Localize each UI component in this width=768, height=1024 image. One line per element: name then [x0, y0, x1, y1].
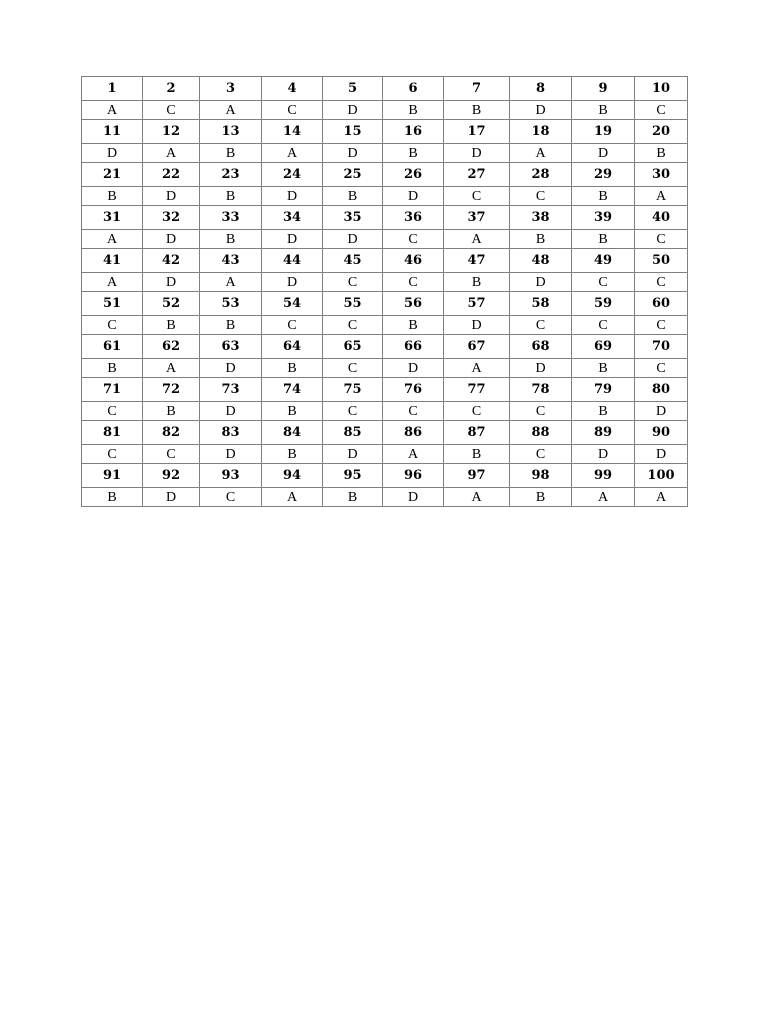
question-number-cell: 84: [262, 421, 323, 445]
question-number-cell: 20: [635, 120, 688, 144]
answer-cell: C: [635, 316, 688, 335]
answer-cell: A: [383, 445, 444, 464]
answer-row: [82, 101, 688, 120]
answer-cell: B: [383, 144, 444, 163]
question-number-row: [82, 464, 688, 488]
answer-cell: B: [572, 402, 635, 421]
answer-cell: D: [572, 144, 635, 163]
question-number-cell: 89: [572, 421, 635, 445]
question-number-cell: 31: [82, 206, 143, 230]
answer-row: [82, 445, 688, 464]
answer-cell: D: [323, 445, 383, 464]
answer-cell: B: [444, 445, 510, 464]
question-number-cell: 5: [323, 77, 383, 101]
answer-cell: C: [510, 187, 572, 206]
answer-cell: C: [143, 101, 200, 120]
answer-row: [82, 488, 688, 507]
question-number-cell: 10: [635, 77, 688, 101]
question-number-cell: 73: [200, 378, 262, 402]
question-number-cell: 13: [200, 120, 262, 144]
answer-key-table: [81, 76, 688, 507]
question-number-cell: 46: [383, 249, 444, 273]
question-number-cell: 60: [635, 292, 688, 316]
answer-cell: C: [635, 101, 688, 120]
answer-cell: B: [383, 101, 444, 120]
answer-cell: B: [323, 187, 383, 206]
question-number-cell: 41: [82, 249, 143, 273]
answer-cell: C: [383, 230, 444, 249]
question-number-cell: 40: [635, 206, 688, 230]
answer-cell: D: [510, 359, 572, 378]
answer-cell: C: [262, 101, 323, 120]
question-number-cell: 47: [444, 249, 510, 273]
answer-cell: B: [572, 230, 635, 249]
question-number-cell: 27: [444, 163, 510, 187]
answer-cell: B: [510, 488, 572, 507]
answer-cell: C: [572, 273, 635, 292]
answer-cell: A: [635, 488, 688, 507]
answer-cell: A: [200, 101, 262, 120]
answer-cell: C: [383, 273, 444, 292]
answer-row: [82, 359, 688, 378]
answer-cell: B: [262, 402, 323, 421]
answer-cell: B: [444, 273, 510, 292]
question-number-cell: 81: [82, 421, 143, 445]
question-number-cell: 98: [510, 464, 572, 488]
question-number-cell: 49: [572, 249, 635, 273]
answer-cell: B: [572, 101, 635, 120]
question-number-cell: 65: [323, 335, 383, 359]
answer-cell: D: [143, 187, 200, 206]
question-number-cell: 9: [572, 77, 635, 101]
answer-cell: C: [383, 402, 444, 421]
answer-cell: C: [444, 187, 510, 206]
answer-cell: C: [323, 316, 383, 335]
question-number-cell: 72: [143, 378, 200, 402]
question-number-row: [82, 120, 688, 144]
answer-cell: A: [143, 359, 200, 378]
question-number-cell: 35: [323, 206, 383, 230]
question-number-cell: 86: [383, 421, 444, 445]
question-number-cell: 70: [635, 335, 688, 359]
question-number-row: [82, 378, 688, 402]
answer-cell: A: [200, 273, 262, 292]
answer-cell: C: [635, 230, 688, 249]
answer-cell: D: [262, 230, 323, 249]
question-number-cell: 16: [383, 120, 444, 144]
question-number-cell: 93: [200, 464, 262, 488]
answer-cell: D: [82, 144, 143, 163]
answer-cell: D: [143, 273, 200, 292]
answer-cell: C: [323, 273, 383, 292]
answer-cell: A: [444, 359, 510, 378]
question-number-row: [82, 206, 688, 230]
answer-cell: B: [635, 144, 688, 163]
answer-cell: C: [635, 359, 688, 378]
answer-cell: B: [82, 187, 143, 206]
answer-cell: A: [635, 187, 688, 206]
question-number-cell: 67: [444, 335, 510, 359]
answer-cell: D: [143, 488, 200, 507]
question-number-cell: 36: [383, 206, 444, 230]
answer-cell: C: [82, 445, 143, 464]
question-number-cell: 29: [572, 163, 635, 187]
answer-cell: B: [82, 488, 143, 507]
answer-row: [82, 402, 688, 421]
answer-cell: A: [444, 230, 510, 249]
question-number-cell: 77: [444, 378, 510, 402]
answer-cell: C: [510, 402, 572, 421]
answer-cell: B: [143, 316, 200, 335]
answer-row: [82, 187, 688, 206]
answer-cell: B: [510, 230, 572, 249]
question-number-cell: 56: [383, 292, 444, 316]
answer-cell: D: [200, 359, 262, 378]
question-number-row: [82, 292, 688, 316]
answer-cell: B: [572, 187, 635, 206]
answer-cell: C: [82, 402, 143, 421]
question-number-cell: 78: [510, 378, 572, 402]
question-number-cell: 32: [143, 206, 200, 230]
answer-cell: D: [143, 230, 200, 249]
answer-row: [82, 230, 688, 249]
answer-cell: D: [200, 402, 262, 421]
question-number-cell: 33: [200, 206, 262, 230]
question-number-cell: 24: [262, 163, 323, 187]
question-number-cell: 48: [510, 249, 572, 273]
question-number-cell: 4: [262, 77, 323, 101]
question-number-cell: 12: [143, 120, 200, 144]
question-number-cell: 80: [635, 378, 688, 402]
question-number-cell: 94: [262, 464, 323, 488]
question-number-cell: 55: [323, 292, 383, 316]
answer-cell: C: [323, 402, 383, 421]
answer-cell: D: [200, 445, 262, 464]
question-number-cell: 15: [323, 120, 383, 144]
question-number-cell: 100: [635, 464, 688, 488]
question-number-cell: 38: [510, 206, 572, 230]
question-number-cell: 66: [383, 335, 444, 359]
question-number-cell: 37: [444, 206, 510, 230]
answer-cell: B: [262, 445, 323, 464]
question-number-cell: 69: [572, 335, 635, 359]
question-number-cell: 62: [143, 335, 200, 359]
answer-cell: B: [444, 101, 510, 120]
answer-cell: A: [82, 101, 143, 120]
question-number-cell: 57: [444, 292, 510, 316]
answer-cell: C: [510, 316, 572, 335]
question-number-cell: 17: [444, 120, 510, 144]
answer-row: [82, 273, 688, 292]
answer-cell: B: [572, 359, 635, 378]
question-number-cell: 8: [510, 77, 572, 101]
question-number-cell: 54: [262, 292, 323, 316]
question-number-cell: 18: [510, 120, 572, 144]
question-number-cell: 2: [143, 77, 200, 101]
question-number-row: [82, 335, 688, 359]
answer-cell: B: [200, 144, 262, 163]
question-number-cell: 87: [444, 421, 510, 445]
question-number-cell: 95: [323, 464, 383, 488]
answer-row: [82, 144, 688, 163]
question-number-cell: 64: [262, 335, 323, 359]
answer-key-body: [82, 77, 688, 507]
question-number-cell: 43: [200, 249, 262, 273]
question-number-cell: 14: [262, 120, 323, 144]
question-number-cell: 42: [143, 249, 200, 273]
question-number-cell: 51: [82, 292, 143, 316]
answer-cell: B: [200, 316, 262, 335]
question-number-row: [82, 77, 688, 101]
question-number-cell: 63: [200, 335, 262, 359]
answer-cell: A: [444, 488, 510, 507]
answer-row: [82, 316, 688, 335]
question-number-cell: 21: [82, 163, 143, 187]
answer-cell: D: [383, 359, 444, 378]
question-number-cell: 44: [262, 249, 323, 273]
question-number-cell: 3: [200, 77, 262, 101]
question-number-row: [82, 163, 688, 187]
answer-cell: A: [262, 488, 323, 507]
question-number-cell: 25: [323, 163, 383, 187]
question-number-cell: 1: [82, 77, 143, 101]
answer-cell: D: [323, 230, 383, 249]
question-number-cell: 7: [444, 77, 510, 101]
answer-cell: A: [262, 144, 323, 163]
question-number-cell: 83: [200, 421, 262, 445]
question-number-row: [82, 249, 688, 273]
question-number-cell: 45: [323, 249, 383, 273]
question-number-cell: 91: [82, 464, 143, 488]
question-number-cell: 6: [383, 77, 444, 101]
question-number-cell: 58: [510, 292, 572, 316]
question-number-cell: 50: [635, 249, 688, 273]
question-number-cell: 26: [383, 163, 444, 187]
answer-cell: D: [572, 445, 635, 464]
question-number-cell: 28: [510, 163, 572, 187]
answer-cell: D: [510, 273, 572, 292]
question-number-cell: 39: [572, 206, 635, 230]
answer-cell: B: [262, 359, 323, 378]
answer-cell: D: [323, 101, 383, 120]
answer-cell: D: [383, 187, 444, 206]
question-number-cell: 79: [572, 378, 635, 402]
question-number-cell: 53: [200, 292, 262, 316]
question-number-cell: 34: [262, 206, 323, 230]
question-number-cell: 75: [323, 378, 383, 402]
answer-cell: D: [510, 101, 572, 120]
answer-cell: A: [572, 488, 635, 507]
answer-cell: A: [82, 273, 143, 292]
question-number-cell: 99: [572, 464, 635, 488]
answer-cell: C: [262, 316, 323, 335]
question-number-cell: 88: [510, 421, 572, 445]
answer-cell: C: [200, 488, 262, 507]
answer-cell: A: [143, 144, 200, 163]
answer-cell: D: [262, 187, 323, 206]
question-number-cell: 22: [143, 163, 200, 187]
answer-cell: D: [383, 488, 444, 507]
question-number-cell: 19: [572, 120, 635, 144]
question-number-cell: 76: [383, 378, 444, 402]
answer-cell: B: [200, 230, 262, 249]
question-number-cell: 97: [444, 464, 510, 488]
question-number-cell: 85: [323, 421, 383, 445]
question-number-cell: 68: [510, 335, 572, 359]
answer-cell: C: [143, 445, 200, 464]
answer-cell: C: [323, 359, 383, 378]
answer-cell: B: [383, 316, 444, 335]
question-number-cell: 92: [143, 464, 200, 488]
answer-cell: A: [510, 144, 572, 163]
question-number-cell: 71: [82, 378, 143, 402]
question-number-cell: 61: [82, 335, 143, 359]
answer-cell: D: [444, 144, 510, 163]
answer-cell: C: [572, 316, 635, 335]
question-number-cell: 52: [143, 292, 200, 316]
question-number-cell: 96: [383, 464, 444, 488]
question-number-cell: 59: [572, 292, 635, 316]
question-number-row: [82, 421, 688, 445]
answer-cell: D: [444, 316, 510, 335]
answer-cell: C: [82, 316, 143, 335]
answer-cell: D: [635, 445, 688, 464]
answer-cell: B: [323, 488, 383, 507]
answer-cell: C: [510, 445, 572, 464]
question-number-cell: 30: [635, 163, 688, 187]
answer-cell: C: [444, 402, 510, 421]
answer-cell: B: [143, 402, 200, 421]
answer-cell: A: [82, 230, 143, 249]
question-number-cell: 11: [82, 120, 143, 144]
question-number-cell: 23: [200, 163, 262, 187]
question-number-cell: 74: [262, 378, 323, 402]
answer-cell: D: [635, 402, 688, 421]
answer-cell: B: [200, 187, 262, 206]
answer-cell: C: [635, 273, 688, 292]
answer-cell: D: [323, 144, 383, 163]
answer-cell: D: [262, 273, 323, 292]
question-number-cell: 90: [635, 421, 688, 445]
question-number-cell: 82: [143, 421, 200, 445]
answer-cell: B: [82, 359, 143, 378]
